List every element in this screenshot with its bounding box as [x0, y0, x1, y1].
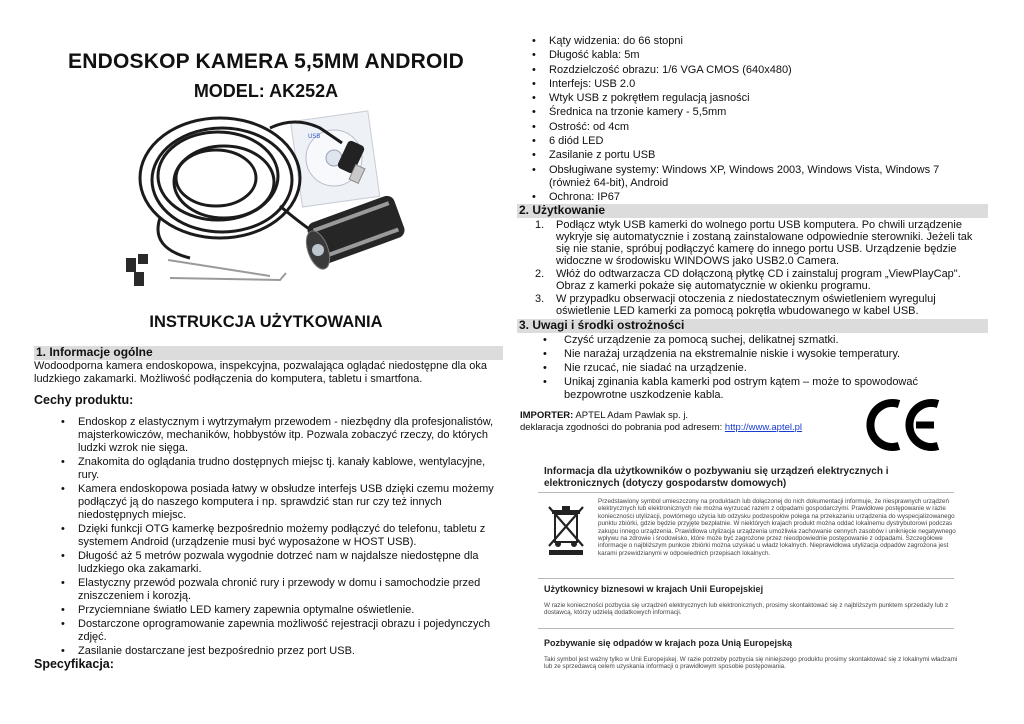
- non-eu-heading: Pozbywanie się odpadów w krajach poza Unią Europejską: [544, 638, 793, 648]
- list-item: • Elastyczny przewód pozwala chronić rury i przewody w domu i samochodzie przed zniszczeniem i korozją.: [34, 577, 504, 603]
- svg-text:USB: USB: [308, 133, 321, 140]
- list-item: • Przyciemniane światło LED kamery zapewnia optymalne oświetlenie.: [34, 604, 504, 617]
- list-item: • Znakomita do oglądania trudno dostępnych miejsc tj. kanały kablowe, wentylacyjne, rury.: [34, 456, 504, 482]
- list-item-text: Włóż do odtwarzacza CD dołączoną płytkę CD i zainstaluj program „ViewPlayCap". Obraz z kamerki pokaże się automatycznie w okienku programu.: [556, 268, 961, 292]
- list-item: • Dzięki funkcji OTG kamerkę bezpośrednio możemy podłączyć do telefonu, tabletu z systemem Android (urządzenie musi być wyposażone w HOST USB).: [34, 523, 504, 549]
- importer-line: [520, 410, 688, 422]
- list-item: • Interfejs: USB 2.0: [521, 78, 961, 91]
- section-2-title: 2. Użytkowanie: [517, 204, 988, 218]
- list-item: • Dostarczone oprogramowanie zapewnia możliwość rejestracji obrazu i pojedynczych zdjęć.: [34, 618, 504, 644]
- item-number: 2.: [535, 268, 545, 280]
- ce-mark-icon: [866, 396, 942, 454]
- list-item: [528, 268, 983, 292]
- weee-bin-icon: [546, 502, 588, 556]
- list-item: • Unikaj zginania kabla kamerki pod ostrym kątem – może to spowodować bezpowrotne uszkodzenie kabla.: [521, 376, 966, 402]
- divider: [538, 492, 954, 493]
- list-item: • Kamera endoskopowa posiada łatwy w obsłudze interfejs USB dzięki czemu możemy podłączyć ją do naszego komputera i np. sprawdzić stan rur czy też innych niedostępnych miejsc.: [34, 483, 504, 522]
- list-item: • Ochrona: IP67: [521, 191, 961, 204]
- spec-heading: Specyfikacja:: [34, 657, 114, 671]
- importer-name: APTEL Adam Pawlak sp. j.: [573, 410, 689, 421]
- non-eu-text: Taki symbol jest ważny tylko w Unii Europejskej. W razie potrzeby pozbycia się niniejszego produktu prosimy skontaktować się z lokalnymi władzami lub ze sprzedawcą celem uzyskania informacji o prawidłowym sposobie postępowania.: [544, 656, 958, 671]
- list-item: • Nie narażaj urządzenia na ekstremalnie niskie i wysokie temperatury.: [521, 348, 966, 361]
- declaration-link[interactable]: http://www.aptel.pl: [724, 422, 803, 433]
- declaration-line: [520, 422, 802, 434]
- usage-list: [528, 219, 983, 318]
- section-1-text: Wodoodporna kamera endoskopowa, inspekcyjna, pozwalająca oglądać niedostępne dla oka ludzkiego zakamarki. Możliwość podłączenia do komputera, tabletu i smartfona.: [34, 360, 487, 385]
- document-title: ENDOSKOP KAMERA 5,5MM ANDROID: [68, 50, 464, 73]
- item-number: 1.: [535, 219, 545, 231]
- features-heading: Cechy produktu:: [34, 393, 134, 407]
- eu-heading: Użytkownicy biznesowi w krajach Unii Europejskiej: [544, 584, 764, 594]
- spec-list: [521, 35, 961, 205]
- weee-notice: [528, 462, 964, 692]
- item-number: 3.: [535, 293, 545, 305]
- weee-body: Przedstawiony symbol umieszczony na produktach lub dołączonej do nich dokumentacji informuje, że niesprawnych urządzeń elektrycznych lub elektronicznych nie można wyrzucać razem z odpadami gospodarczymi. Prawidłowe postępowanie w razie konieczności utylizacji, powtórnego użycia lub odzysku podzespołów polega na przekazaniu urządzenia do wyspecjalizowanego punktu zbiórki, gdzie będzie przyjęte bezpłatnie. W niektórych krajach produkt można oddać lokalnemu dystrybutorowi podczas zakupu innego urządzenia. Prawidłowa utylizacja urządzenia umożliwia zachowanie cennych zasobów i uniknięcie negatywnego wpływu na zdrowie i środowisko, które może być zagrożone przez nieodpowiednie postępowanie z odpadami. Szczegółowe informacje o najbliższym punkcie zbiórki można uzyskać u władz lokalnych. Nieprawidłowa utylizacja odpadów zagrożona jest karami przewidzianymi w odpowiednich przepisach lokalnych.: [598, 498, 956, 557]
- list-item: • Obsługiwane systemy: Windows XP, Windows 2003, Windows Vista, Windows 7 (również 64-bit), Android: [521, 164, 961, 190]
- list-item: • Ostrość: od 4cm: [521, 121, 961, 134]
- list-item-text: Podłącz wtyk USB kamerki do wolnego portu USB komputera. Po chwili urządzenie wykryje się automatycznie i zostaną zainstalowane odpowiednie sterowniki. Jeżeli tak się nie stanie, spróbuj podłączyć kamerę do innego portu USB. Urządzenie będzie widoczne w środowisku WINDOWS jako USB2.0 Camera.: [556, 219, 973, 267]
- importer-label: IMPORTER:: [520, 410, 574, 421]
- section-3-title: 3. Uwagi i środki ostrożności: [517, 319, 988, 333]
- divider: [538, 628, 954, 629]
- section-1-title: 1. Informacje ogólne: [34, 346, 503, 360]
- list-item: • Średnica na trzonie kamery - 5,5mm: [521, 106, 961, 119]
- list-item: [528, 219, 983, 267]
- list-item: • Rozdzielczość obrazu: 1/6 VGA CMOS (640x480): [521, 64, 961, 77]
- instruction-heading: INSTRUKCJA UŻYTKOWANIA: [149, 313, 383, 331]
- list-item: • 6 diód LED: [521, 135, 961, 148]
- eu-text: W razie konieczności pozbycia się urządzeń elektrycznych lub elektronicznych, prosimy skontaktować się z najbliższym punktem sprzedaży lub z dostawcą, którzy udzielą dodatkowych informacji.: [544, 602, 949, 617]
- list-item: • Czyść urządzenie za pomocą suchej, delikatnej szmatki.: [521, 334, 966, 347]
- list-item: • Zasilanie dostarczane jest bezpośrednio przez port USB.: [34, 645, 504, 658]
- divider: [538, 578, 954, 579]
- list-item: • Wtyk USB z pokrętłem regulacją jasności: [521, 92, 961, 105]
- list-item: • Kąty widzenia: do 66 stopni: [521, 35, 961, 48]
- weee-title: Informacja dla użytkowników o pozbywaniu się urządzeń elektrycznych i elektronicznych (dotyczy gospodarstw domowych): [544, 466, 889, 489]
- list-item: • Endoskop z elastycznym i wytrzymałym przewodem - niezbędny dla profesjonalistów, majsterkowiczów, mechaników, hobbystów itp. Pozwala zobaczyć rzeczy, do których ludzki wzrok nie sięga.: [34, 416, 504, 455]
- list-item: • Długość kabla: 5m: [521, 49, 961, 62]
- list-item: • Długość aż 5 metrów pozwala wygodnie dotrzeć nam w najdalsze niedostępne dla ludzkiego oka zakamarki.: [34, 550, 504, 576]
- list-item: [528, 293, 983, 317]
- cd-disc-image: [291, 111, 380, 207]
- features-list: [34, 416, 504, 659]
- warnings-list: [521, 334, 966, 403]
- list-item: • Zasilanie z portu USB: [521, 149, 961, 162]
- model-number: MODEL: AK252A: [193, 81, 339, 101]
- product-photo: [120, 108, 420, 298]
- list-item: • Nie rzucać, nie siadać na urządzenie.: [521, 362, 966, 375]
- declaration-text: deklaracja zgodności do pobrania pod adresem:: [520, 422, 725, 433]
- list-item-text: W przypadku obserwacji otoczenia z niedostatecznym oświetleniem wyreguluj oświetlenie LED kamerki za pomocą pokrętła wbudowanego w kabel USB.: [556, 293, 936, 317]
